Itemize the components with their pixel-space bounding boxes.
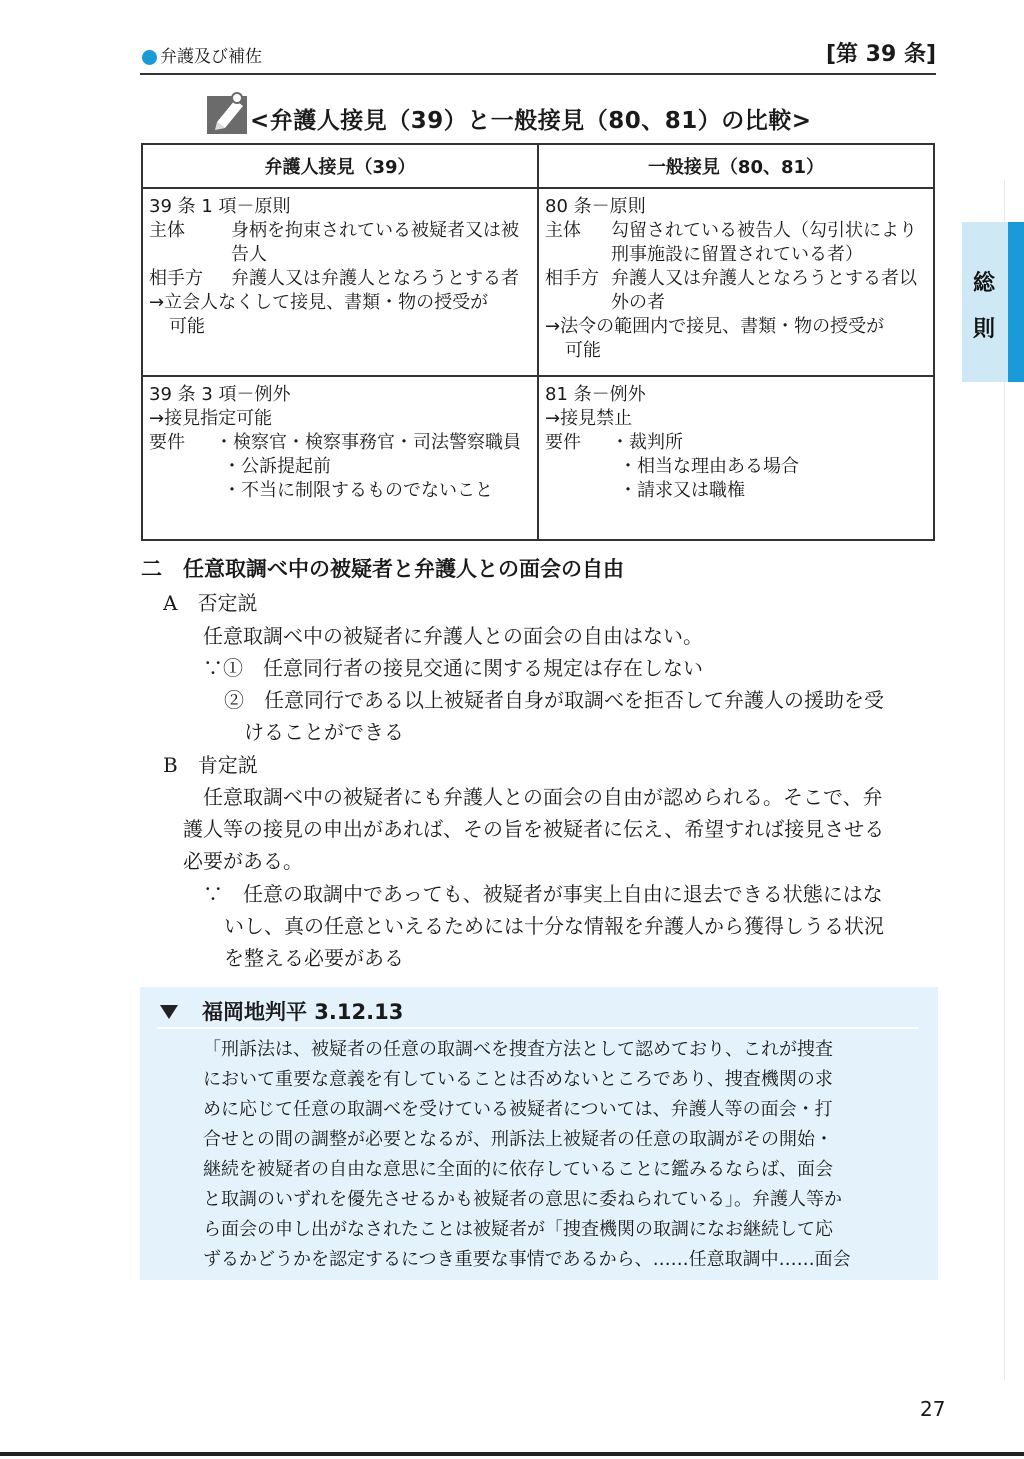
theory-a-reason-2-cont: けることができる: [244, 720, 404, 744]
table-cell-general-exception: [538, 376, 934, 540]
case-text-line: において重要な意義を有していることは否めないところであり、捜査機関の求: [203, 1069, 833, 1090]
effect-line: →法令の範囲内で接見、書類・物の授受が: [545, 316, 885, 337]
theory-a-reason-1: ∵① 任意同行者の接見交通に関する規定は存在しない: [203, 656, 703, 680]
requirement-label: 要件: [545, 432, 581, 453]
column-header-counsel: 弁護人接見（39）: [142, 144, 538, 188]
table-cell-general-principle: [538, 188, 934, 376]
effect-line: →接見禁止: [545, 408, 633, 429]
requirement-item: ・請求又は職権: [619, 480, 745, 501]
comparison-title: <弁護人接見（39）と一般接見（80、81）の比較>: [250, 108, 812, 134]
section-heading: 二 任意取調べ中の被疑者と弁護人との面会の自由: [141, 556, 624, 581]
chapter-tab-char-1: 総: [972, 271, 995, 296]
cell-heading: 39 条 3 項－例外: [149, 384, 291, 405]
requirement-item: ・相当な理由ある場合: [619, 456, 799, 477]
triangle-down-icon: [160, 1005, 178, 1019]
subject-label: 主体: [149, 220, 185, 241]
running-header-section: 弁護及び補佐: [160, 47, 262, 67]
party-label: 相手方: [545, 268, 599, 289]
theory-b-reason-2: いし、真の任意といえるためには十分な情報を弁護人から獲得しうる状況: [224, 914, 884, 938]
requirement-item: ・裁判所: [611, 432, 683, 453]
theory-a-label: A 否定説: [163, 591, 258, 615]
header-rule: [140, 73, 936, 75]
chapter-tab-accent: [1008, 222, 1024, 382]
effect-line: →立会人なくして接見、書類・物の授受が: [149, 292, 489, 313]
table-cell-counsel-principle: [142, 188, 538, 376]
case-text-line: 継続を被疑者の自由な意思に全面的に依存していることに鑑みるならば、面会: [203, 1159, 833, 1180]
chapter-tab: [962, 222, 1024, 382]
comparison-table: [141, 143, 935, 541]
case-title-rule: [157, 1027, 919, 1029]
effect-line-cont: 可能: [565, 340, 601, 361]
party-label: 相手方: [149, 268, 203, 289]
footer-rule: [0, 1452, 1024, 1456]
table-cell-counsel-exception: [142, 376, 538, 540]
party-value: 弁護人又は弁護人となろうとする者: [231, 268, 519, 289]
cell-heading: 39 条 1 項－原則: [149, 196, 291, 217]
subject-value: 勾留されている被告人（勾引状により刑事施設に留置されている者）: [611, 220, 917, 265]
requirement-item: ・不当に制限するものでないこと: [223, 480, 493, 501]
theory-a-reason-2: ② 任意同行である以上被疑者自身が取調べを拒否して弁護人の援助を受: [224, 688, 884, 712]
theory-b-body-2: 護人等の接見の申出があれば、その旨を被疑者に伝え、希望すれば接見させる: [183, 817, 885, 841]
case-text-line: めに応じて任意の取調べを受けている被疑者については、弁護人等の面会・打: [203, 1099, 833, 1120]
requirement-item: ・検察官・検察事務官・司法警察職員: [215, 432, 521, 453]
subject-label: 主体: [545, 220, 581, 241]
theory-b-reason-1: ∵ 任意の取調中であっても、被疑者が事実上自由に退去できる状態にはな: [203, 882, 883, 906]
effect-line-cont: 可能: [169, 316, 205, 337]
section-bullet-icon: [142, 50, 157, 65]
running-header-article: [第 39 条]: [825, 42, 936, 67]
case-text-line: 合せとの間の調整が必要となるが、刑訴法上被疑者の任意の取調がその開始・: [203, 1129, 833, 1150]
chapter-tab-char-2: 則: [972, 317, 995, 342]
column-header-general: 一般接見（80、81）: [538, 144, 934, 188]
effect-line: →接見指定可能: [149, 408, 273, 429]
theory-b-body-3: 必要がある。: [183, 849, 303, 873]
party-value: 弁護人又は弁護人となろうとする者以外の者: [611, 268, 917, 313]
cell-heading: 80 条－原則: [545, 196, 646, 217]
page-number: 27: [920, 1397, 946, 1421]
case-text-line: ら面会の申し出がなされたことは被疑者が「捜査機関の取調になお継続して応: [203, 1219, 833, 1240]
theory-b-body-1: 任意取調べ中の被疑者にも弁護人との面会の自由が認められる。そこで、弁: [203, 785, 883, 809]
theory-a-body: 任意取調べ中の被疑者に弁護人との面会の自由はない。: [203, 624, 703, 648]
requirement-item: ・公訴提起前: [223, 456, 331, 477]
theory-b-label: B 肯定説: [163, 753, 258, 777]
subject-value: 身柄を拘束されている被疑者又は被告人: [231, 220, 519, 265]
case-title: 福岡地判平 3.12.13: [202, 1000, 404, 1024]
case-text-line: と取調のいずれを優先させるかも被疑者の意思に委ねられている」。弁護人等か: [203, 1189, 842, 1210]
case-text-line: ずるかどうかを認定するにつき重要な事情であるから、……任意取調中……面会: [203, 1249, 851, 1270]
cell-heading: 81 条－例外: [545, 384, 646, 405]
case-text-line: 「刑訴法は、被疑者の任意の取調べを捜査方法として認めており、これが捜査: [203, 1039, 833, 1060]
theory-b-reason-3: を整える必要がある: [224, 946, 404, 970]
pencil-memo-icon: [207, 92, 247, 134]
requirement-label: 要件: [149, 432, 185, 453]
